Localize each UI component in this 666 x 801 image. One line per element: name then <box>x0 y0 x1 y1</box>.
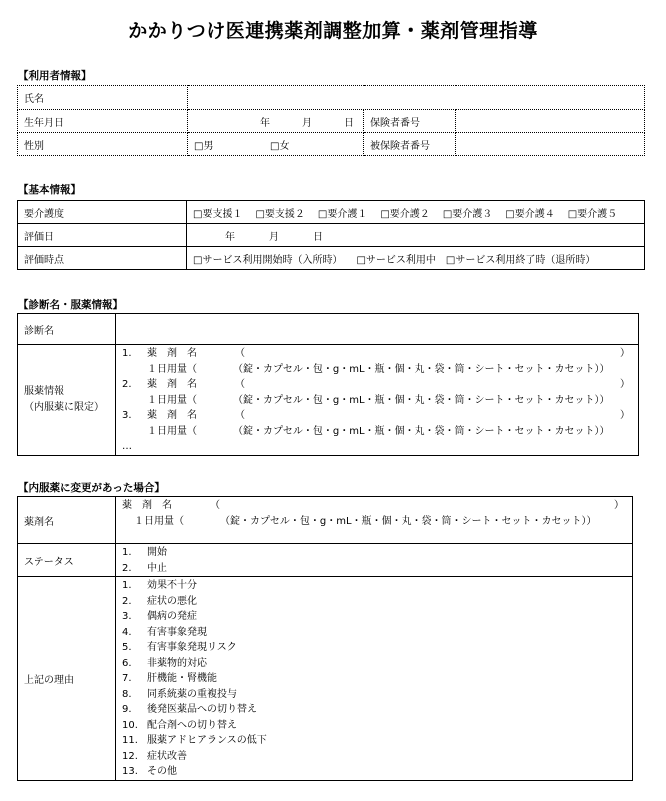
reason-text: 同系統薬の重複投与 <box>147 688 237 700</box>
section-change-info: 【内服薬に変更があった場合】 <box>18 482 165 494</box>
dose-units: （錠・カプセル・包・g・mL・瓶・個・丸・袋・筒・シート・セット・カセット）） <box>233 394 610 406</box>
reason-text: 症状改善 <box>147 750 187 762</box>
year-label: 年 <box>225 231 235 243</box>
care-option[interactable]: □要介護５ <box>567 208 618 220</box>
reason-text: 後発医薬品への切り替え <box>147 704 257 715</box>
diag-label: 診断名 <box>18 314 116 345</box>
med-info-field[interactable] <box>116 345 639 456</box>
close-paren: ） <box>620 379 630 390</box>
status-number: 2. <box>122 562 132 574</box>
drug-number: 2. <box>122 379 132 390</box>
reason-text: 肝機能・腎機能 <box>147 673 217 684</box>
dose-line-2 <box>122 393 638 409</box>
reason-text: 有害事象発現 <box>147 626 207 638</box>
reason-number: 12. <box>122 750 138 762</box>
drug-line-3 <box>122 408 638 424</box>
reason-number: 13. <box>122 766 138 777</box>
birth-label: 生年月日 <box>18 110 188 133</box>
reason-option[interactable] <box>122 656 632 672</box>
eval-time-option[interactable]: □サービス利用中 <box>356 254 436 266</box>
drug-name-label: 薬 剤 名 <box>147 379 197 390</box>
month-label: 月 <box>269 231 279 243</box>
reason-number: 7. <box>122 673 132 684</box>
ellipsis: … <box>122 441 132 452</box>
eval-time-option[interactable]: □サービス利用終了時（退所時） <box>445 254 596 266</box>
reason-options <box>116 577 633 781</box>
insured-label: 被保険者番号 <box>364 133 456 156</box>
reason-option[interactable] <box>122 671 632 687</box>
section-user-info: 【利用者情報】 <box>18 70 92 82</box>
close-paren: ） <box>620 410 630 421</box>
care-option[interactable]: □要支援２ <box>255 208 305 220</box>
reason-number: 11. <box>122 735 138 746</box>
dose-prefix: １日用量（ <box>147 425 197 437</box>
close-paren: ） <box>620 348 630 359</box>
med-info-label-line: 服薬情報 <box>24 386 64 398</box>
drug-number: 1. <box>122 348 132 359</box>
drug-name-label: 薬 剤 名 <box>147 348 197 359</box>
reason-option[interactable] <box>122 764 632 780</box>
care-option[interactable]: □要介護３ <box>442 208 493 220</box>
change-drug-line <box>122 498 632 514</box>
eval-time-option[interactable]: □サービス利用開始時（入所時） <box>193 254 343 266</box>
drug-line-2 <box>122 377 638 393</box>
care-option[interactable]: □要支援１ <box>193 208 243 220</box>
diag-info-table <box>17 313 639 456</box>
name-field[interactable] <box>188 86 645 110</box>
reason-text: 偶病の発症 <box>147 611 197 622</box>
eval-date-field[interactable] <box>187 224 645 247</box>
care-option[interactable]: □要介護４ <box>505 208 555 220</box>
open-paren: （ <box>210 500 220 511</box>
reason-option[interactable] <box>122 687 632 703</box>
reason-text: 非薬物的対応 <box>147 657 207 669</box>
reason-label: 上記の理由 <box>18 577 116 781</box>
drug-name-label: 薬剤名 <box>18 497 116 544</box>
status-label: ステータス <box>18 544 116 577</box>
reason-number: 6. <box>122 657 132 669</box>
reason-option[interactable] <box>122 578 632 594</box>
year-label: 年 <box>260 117 270 129</box>
reason-number: 5. <box>122 642 132 653</box>
eval-date-label: 評価日 <box>18 224 187 247</box>
reason-text: 有害事象発現リスク <box>147 642 237 653</box>
reason-option[interactable] <box>122 733 632 749</box>
change-dose-line <box>122 514 632 530</box>
eval-time-label: 評価時点 <box>18 247 187 270</box>
dose-line-3 <box>122 424 638 440</box>
open-paren: （ <box>235 410 245 421</box>
status-number: 1. <box>122 547 132 558</box>
reason-option[interactable] <box>122 594 632 610</box>
reason-number: 3. <box>122 611 132 622</box>
name-label: 氏名 <box>18 86 188 110</box>
drug-number: 3. <box>122 410 132 421</box>
care-option[interactable]: □要介護２ <box>380 208 430 220</box>
dose-line-1 <box>122 362 638 378</box>
status-text: 中止 <box>147 562 167 574</box>
female-checkbox[interactable]: □女 <box>270 140 290 152</box>
reason-text: 配合剤への切り替え <box>147 719 237 731</box>
status-option[interactable] <box>122 545 632 561</box>
dose-units: （錠・カプセル・包・g・mL・瓶・個・丸・袋・筒・シート・セット・カセット）） <box>233 425 610 437</box>
insured-field[interactable] <box>456 133 645 156</box>
care-option[interactable]: □要介護１ <box>317 208 368 220</box>
sex-field <box>188 133 364 156</box>
dose-prefix: １日用量（ <box>147 363 197 375</box>
status-options <box>116 544 633 577</box>
dose-prefix: １日用量（ <box>147 394 197 406</box>
reason-option[interactable] <box>122 718 632 734</box>
page-title: かかりつけ医連携薬剤調整加算・薬剤管理指導 <box>128 20 538 42</box>
day-label: 日 <box>344 117 354 129</box>
open-paren: （ <box>235 348 245 359</box>
med-info-label-sub: （内服薬に限定） <box>24 401 104 413</box>
sex-label: 性別 <box>18 133 188 156</box>
dose-units: （錠・カプセル・包・g・mL・瓶・個・丸・袋・筒・シート・セット・カセット）） <box>233 363 610 375</box>
care-level-options <box>187 201 645 224</box>
reason-option[interactable] <box>122 640 632 656</box>
drug-name-label: 薬 剤 名 <box>122 500 172 511</box>
reason-option[interactable] <box>122 702 632 718</box>
care-level-label: 要介護度 <box>18 201 187 224</box>
reason-text: 服薬アドヒアランスの低下 <box>147 735 267 746</box>
reason-number: 4. <box>122 626 132 638</box>
male-checkbox[interactable]: □男 <box>194 140 214 152</box>
status-text: 開始 <box>147 547 167 558</box>
basic-info-table <box>17 200 645 270</box>
dose-prefix: １日用量（ <box>134 515 184 527</box>
insurer-label: 保険者番号 <box>364 110 456 133</box>
reason-number: 1. <box>122 580 132 591</box>
reason-option[interactable] <box>122 625 632 641</box>
reason-option[interactable] <box>122 609 632 625</box>
drug-name-label: 薬 剤 名 <box>147 410 197 421</box>
insurer-field[interactable] <box>456 110 645 133</box>
med-info-label <box>18 345 116 456</box>
reason-text: 症状の悪化 <box>147 595 197 607</box>
month-label: 月 <box>302 117 312 129</box>
status-option[interactable] <box>122 561 632 577</box>
reason-number: 8. <box>122 688 132 700</box>
reason-text: 効果不十分 <box>147 580 197 591</box>
user-info-table <box>17 85 645 156</box>
drug-name-field[interactable] <box>116 497 633 544</box>
reason-number: 9. <box>122 704 132 715</box>
reason-option[interactable] <box>122 749 632 765</box>
dose-units: （錠・カプセル・包・g・mL・瓶・個・丸・袋・筒・シート・セット・カセット）） <box>220 515 597 527</box>
change-info-table <box>17 496 633 781</box>
close-paren: ） <box>614 500 624 511</box>
diag-field[interactable] <box>116 314 639 345</box>
reason-number: 2. <box>122 595 132 607</box>
eval-time-options <box>187 247 645 270</box>
reason-text: その他 <box>147 766 177 777</box>
section-diag-info: 【診断名・服薬情報】 <box>18 299 123 311</box>
birth-date-field[interactable] <box>188 110 364 133</box>
reason-number: 10. <box>122 719 138 731</box>
section-basic-info: 【基本情報】 <box>18 184 81 196</box>
open-paren: （ <box>235 379 245 390</box>
drug-line-1 <box>122 346 638 362</box>
day-label: 日 <box>313 231 323 243</box>
